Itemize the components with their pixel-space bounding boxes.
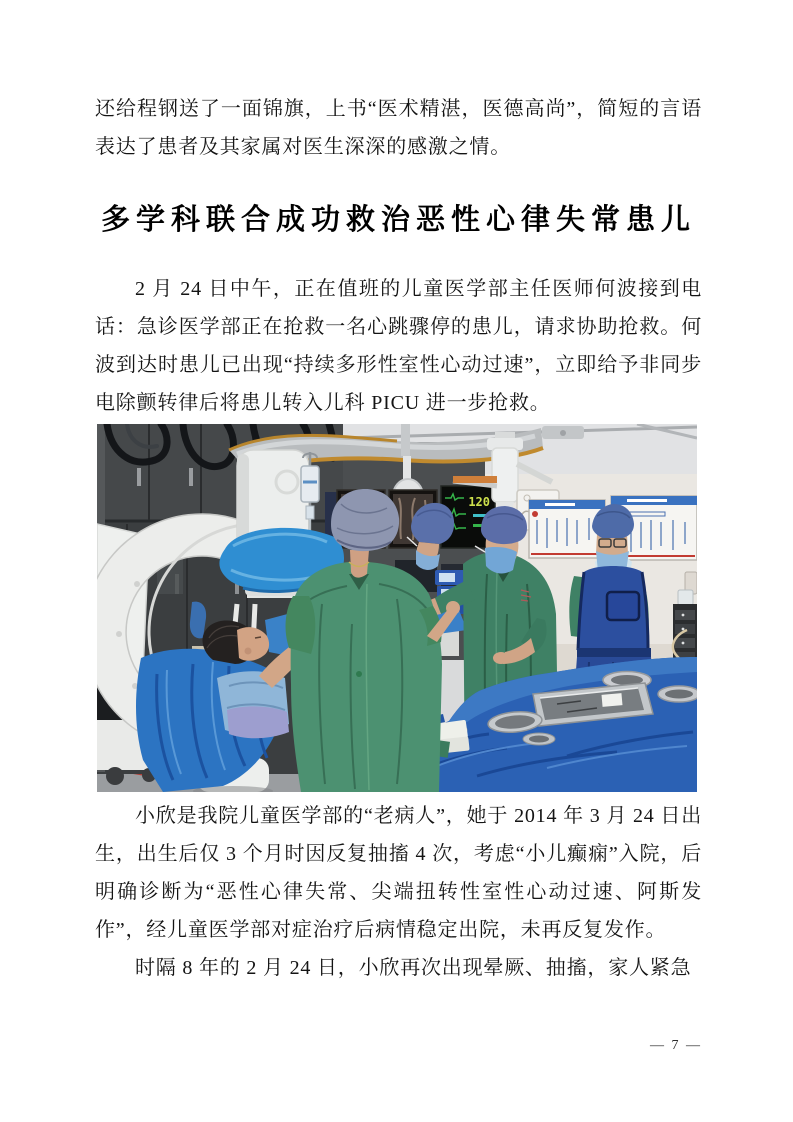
paragraph-intro: 还给程钢送了一面锦旗，上书“医术精湛，医德高尚”，简短的言语表达了患者及其家属对医生深深的感激之情。 bbox=[95, 98, 702, 158]
paragraph-2: 小欣是我院儿童医学部的“老病人”，她于 2014 年 3 月 24 日出生，出生后仅 3 个月时因反复抽搐 4 次，考虑“小儿癫痫”入院，后明确诊断为“恶性心律失常、尖端扭转性室性心动过速、阿斯发作”，经儿童医学部对症治疗后病情稳定出院，未再反复发作。 bbox=[95, 805, 702, 941]
operating-room-photo bbox=[97, 424, 697, 792]
paragraph-1: 2 月 24 日中午，正在值班的儿童医学部主任医师何波接到电话：急诊医学部正在抢救一名心跳骤停的患儿，请求协助抢救。何波到达时患儿已出现“持续多形性室性心动过速”，立即给予非同步电除颤转律后将患儿转入儿科 PICU 进一步抢救。 bbox=[95, 278, 702, 414]
monitor-reading: 120 bbox=[468, 495, 490, 509]
article-heading: 多学科联合成功救治恶性心律失常患儿 bbox=[100, 204, 696, 236]
lower-paragraph-group bbox=[95, 797, 702, 987]
paragraph-3: 时隔 8 年的 2 月 24 日，小欣再次出现晕厥、抽搐，家人紧急 bbox=[135, 957, 692, 979]
page-number: — 7 — bbox=[650, 1038, 702, 1053]
